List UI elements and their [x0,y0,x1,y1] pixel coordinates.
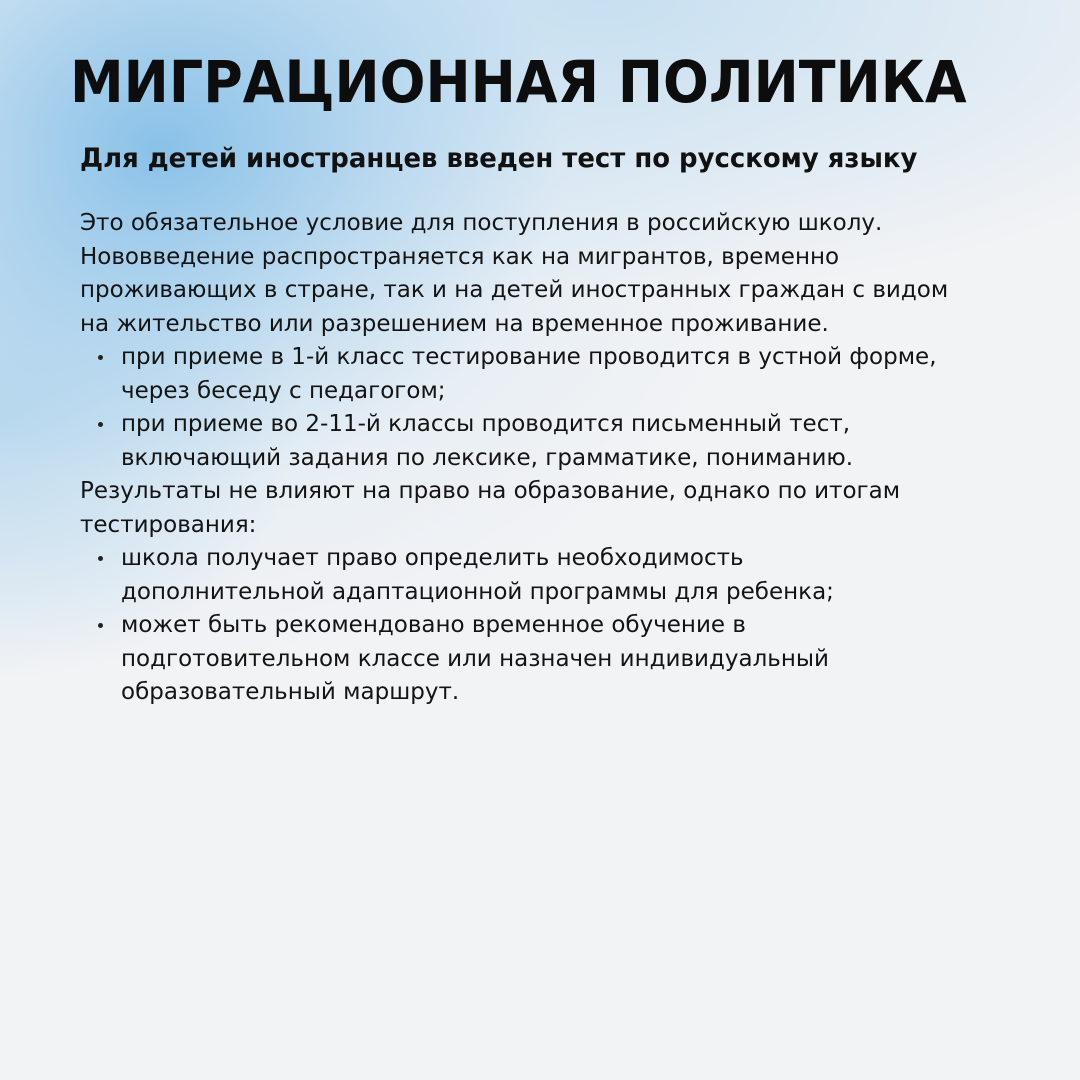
article-body [80,207,1020,710]
list-item [80,408,1020,475]
text-line: может быть рекомендовано временное обучение в [121,612,746,638]
text-line: через беседу с педагогом; [121,377,446,404]
results-paragraph [80,475,1020,542]
results-list [80,542,1020,710]
text-line: включающий задания по лексике, грамматике, пониманию. [121,444,854,471]
bullet-icon [98,623,103,628]
text-line: Результаты не влияют на право на образование, однако по итогам [80,478,901,504]
text-line: проживающих в стране, так и на детей иностранных граждан с видом [80,277,949,303]
text-line: дополнительной адаптационной программы для ребенка; [121,578,834,605]
page-title: МИГРАЦИОННАЯ ПОЛИТИКА [70,48,967,116]
text-line: Это обязательное условие для поступления в российскую школу. [80,210,883,236]
bullet-icon [98,422,103,427]
bullet-icon [98,355,103,360]
bullet-icon [98,556,103,561]
text-line: образовательный маршрут. [121,679,460,705]
page-subtitle: Для детей иностранцев введен тест по русскому языку [80,143,918,174]
testing-format-list [80,341,1020,475]
text-line: на жительство или разрешением на временное проживание. [80,310,829,337]
text-line: подготовительном классе или назначен индивидуальный [121,645,829,672]
text-line: тестирования: [80,511,257,538]
list-item [80,542,1020,609]
text-line: Нововведение распространяется как на мигрантов, временно [80,243,840,270]
intro-paragraph [80,207,1020,341]
text-line: при приеме во 2-11-й классы проводится письменный тест, [121,411,851,437]
text-line: школа получает право определить необходимость [121,545,744,571]
list-item [80,609,1020,710]
list-item [80,341,1020,408]
text-line: при приеме в 1-й класс тестирование проводится в устной форме, [121,344,937,370]
